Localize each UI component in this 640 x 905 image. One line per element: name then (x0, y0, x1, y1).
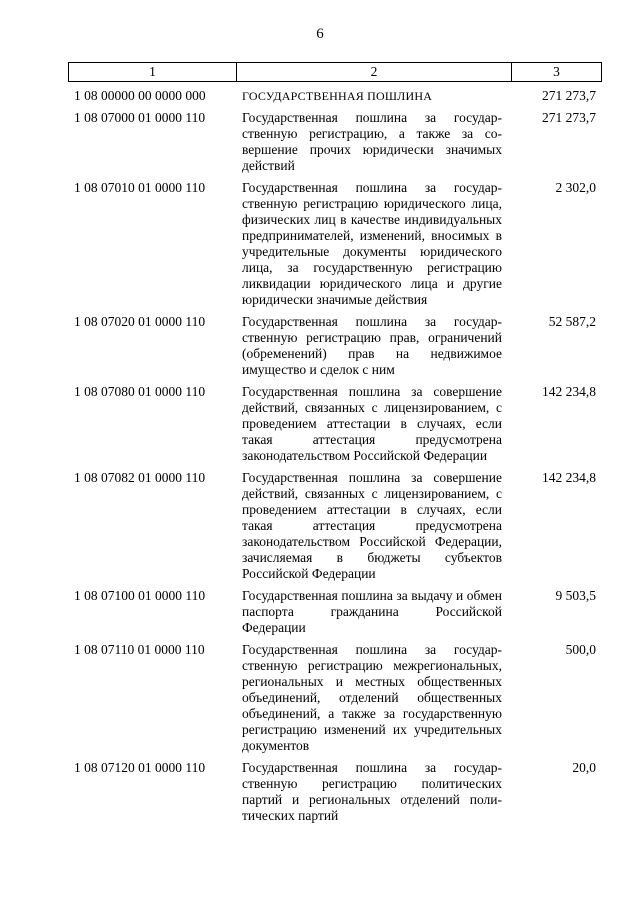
row-code: 1 08 07010 01 0000 110 (74, 180, 206, 195)
table-row (68, 642, 602, 754)
row-code: 1 08 07100 01 0000 110 (74, 588, 206, 603)
row-name: Государственная пошлина за государственную регистрацию юридического лица, физических лиц в качестве индивидуальных предпринимателей, изменений, вносимых в учредительные документы юридического лица, за государственную регистрацию ликвидации юридического лица и другие юридически значимые действия (242, 180, 502, 307)
row-code: 1 08 07080 01 0000 110 (74, 384, 206, 399)
row-value: 2 302,0 (555, 180, 596, 195)
row-name: Государственная пошлина за выдачу и обмен паспорта гражданина Российской Федерации (242, 588, 502, 635)
table-header (68, 62, 602, 82)
row-value: 271 273,7 (542, 88, 596, 103)
header-col-3: 3 (553, 64, 560, 79)
row-name: Государственная пошлина за совершение действий, связанных с лицензированием, с проведением аттестации в случаях, если такая аттестация предусмотрена законодательством Российской Федерации (242, 384, 502, 463)
table-row (68, 110, 602, 174)
row-name: Государственная пошлина за государственную регистрацию, а также за совершение прочих юридически значимых действий (242, 110, 502, 173)
row-name: Государственная пошлина за совершение действий, связанных с лицензированием, с проведением аттестации в случаях, если такая аттестация предусмотрена законодательством Российской Федерации, зачисляемая в бюджеты субъектов Российской Федерации (242, 470, 502, 581)
table-row (68, 384, 602, 464)
revenue-table (68, 62, 602, 824)
row-value: 142 234,8 (542, 384, 596, 399)
page-number: 6 (316, 26, 324, 42)
row-code: 1 08 07120 01 0000 110 (74, 760, 206, 775)
row-name: Государственная пошлина за государственную регистрацию политических партий и региональных отделений политических партий (242, 760, 502, 823)
table-row (68, 180, 602, 308)
header-col-2: 2 (237, 63, 512, 81)
header-col-1: 1 (69, 63, 237, 81)
row-code: 1 08 07082 01 0000 110 (74, 470, 206, 485)
row-value: 500,0 (565, 642, 596, 657)
table-row (68, 314, 602, 378)
row-code: 1 08 07110 01 0000 110 (74, 642, 205, 657)
row-value: 20,0 (572, 760, 596, 775)
row-name: Государственная пошлина за государственную регистрацию прав, ограничений (обременений) прав на недвижимое имущество и сделок с ним (242, 314, 502, 377)
row-code: 1 08 00000 00 0000 000 (74, 88, 206, 103)
row-value: 142 234,8 (542, 470, 596, 485)
row-code: 1 08 07020 01 0000 110 (74, 314, 206, 329)
table-row (68, 88, 602, 104)
table-row (68, 588, 602, 636)
row-value: 52 587,2 (548, 314, 596, 329)
table-row (68, 470, 602, 582)
row-value: 9 503,5 (555, 588, 596, 603)
table-row (68, 760, 602, 824)
row-name: ГОСУДАРСТВЕННАЯ ПОШЛИНА (242, 89, 433, 103)
row-code: 1 08 07000 01 0000 110 (74, 110, 206, 125)
row-value: 271 273,7 (542, 110, 596, 125)
row-name: Государственная пошлина за государственную регистрацию межрегиональных, региональных и местных общественных объединений, отделений общественных объединений, а также за государственную регистрацию изменений их учредительных документов (242, 642, 502, 753)
